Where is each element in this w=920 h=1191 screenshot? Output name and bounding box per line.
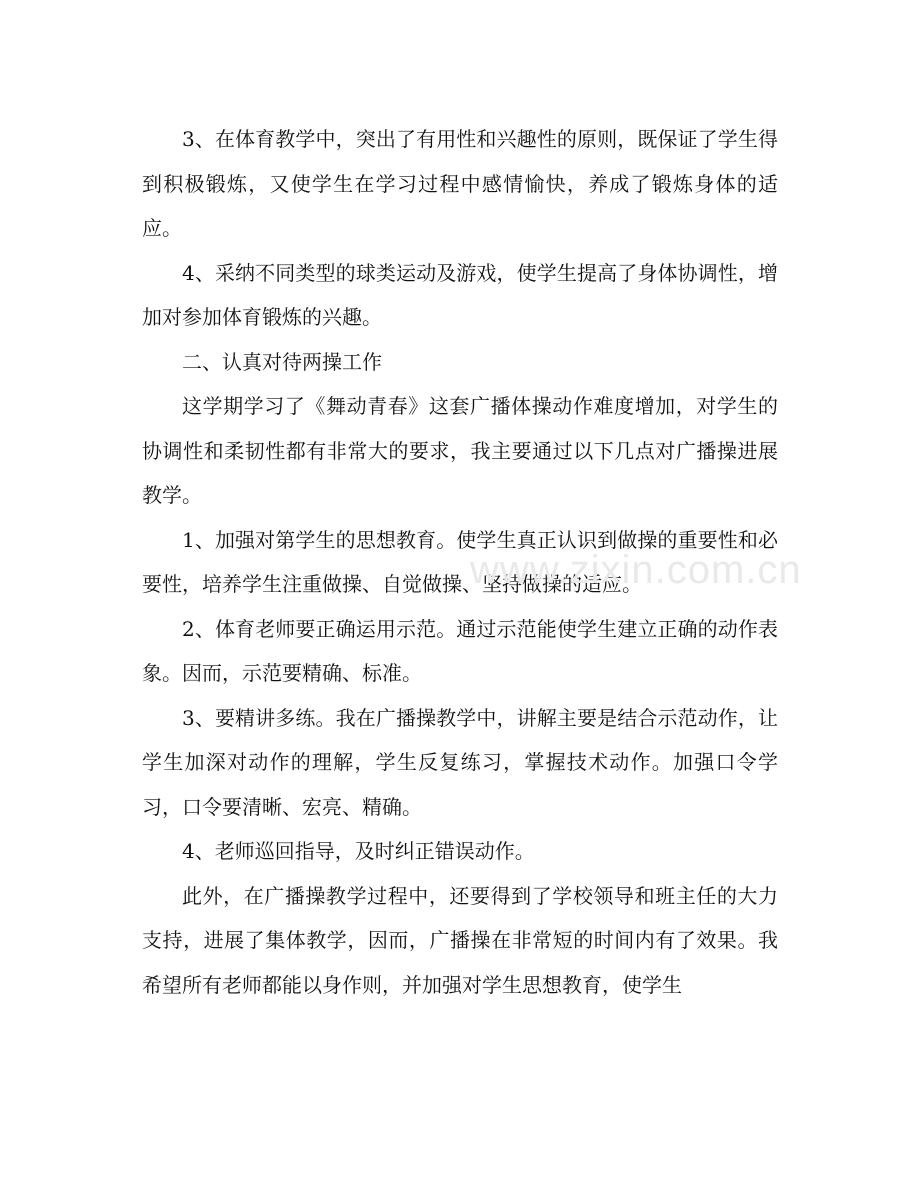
watermark: www.zixin.com.cn bbox=[470, 548, 802, 592]
paragraph-5: 1、加强对第学生的思想教育。使学生真正认识到做操的重要性和必要性，培养学生注重做操、自觉做操、坚持做操的适应。 bbox=[142, 527, 778, 596]
paragraph-4: 这学期学习了《舞动青春》这套广播体操动作难度增加，对学生的协调性和柔韧性都有非常大的要求，我主要通过以下几点对广播操进展教学。 bbox=[142, 394, 778, 507]
paragraph-8: 4、老师巡回指导，及时纠正错误动作。 bbox=[182, 839, 535, 863]
paragraph-9: 此外，在广播操教学过程中，还要得到了学校领导和班主任的大力支持，进展了集体教学，因而，广播操在非常短的时间内有了效果。我希望所有老师都能以身作则，并加强对学生思想教育，使学生 bbox=[142, 883, 778, 997]
paragraph-1: 3、在体育教学中，突出了有用性和兴趣性的原则，既保证了学生得到积极锻炼，又使学生在学习过程中感情愉快，养成了锻炼身体的适应。 bbox=[142, 127, 778, 240]
paragraph-6: 2、体育老师要正确运用示范。通过示范能使学生建立正确的动作表象。因而，示范要精确、标准。 bbox=[142, 616, 778, 685]
paragraph-7: 3、要精讲多练。我在广播操教学中，讲解主要是结合示范动作，让学生加深对动作的理解，学生反复练习，掌握技术动作。加强口令学习，口令要清晰、宏亮、精确。 bbox=[142, 705, 778, 819]
paragraph-2: 4、采纳不同类型的球类运动及游戏，使学生提高了身体协调性，增加对参加体育锻炼的兴趣。 bbox=[142, 260, 778, 329]
document-body bbox=[142, 117, 778, 1007]
section-heading: 二、认真对待两操工作 bbox=[182, 349, 382, 374]
